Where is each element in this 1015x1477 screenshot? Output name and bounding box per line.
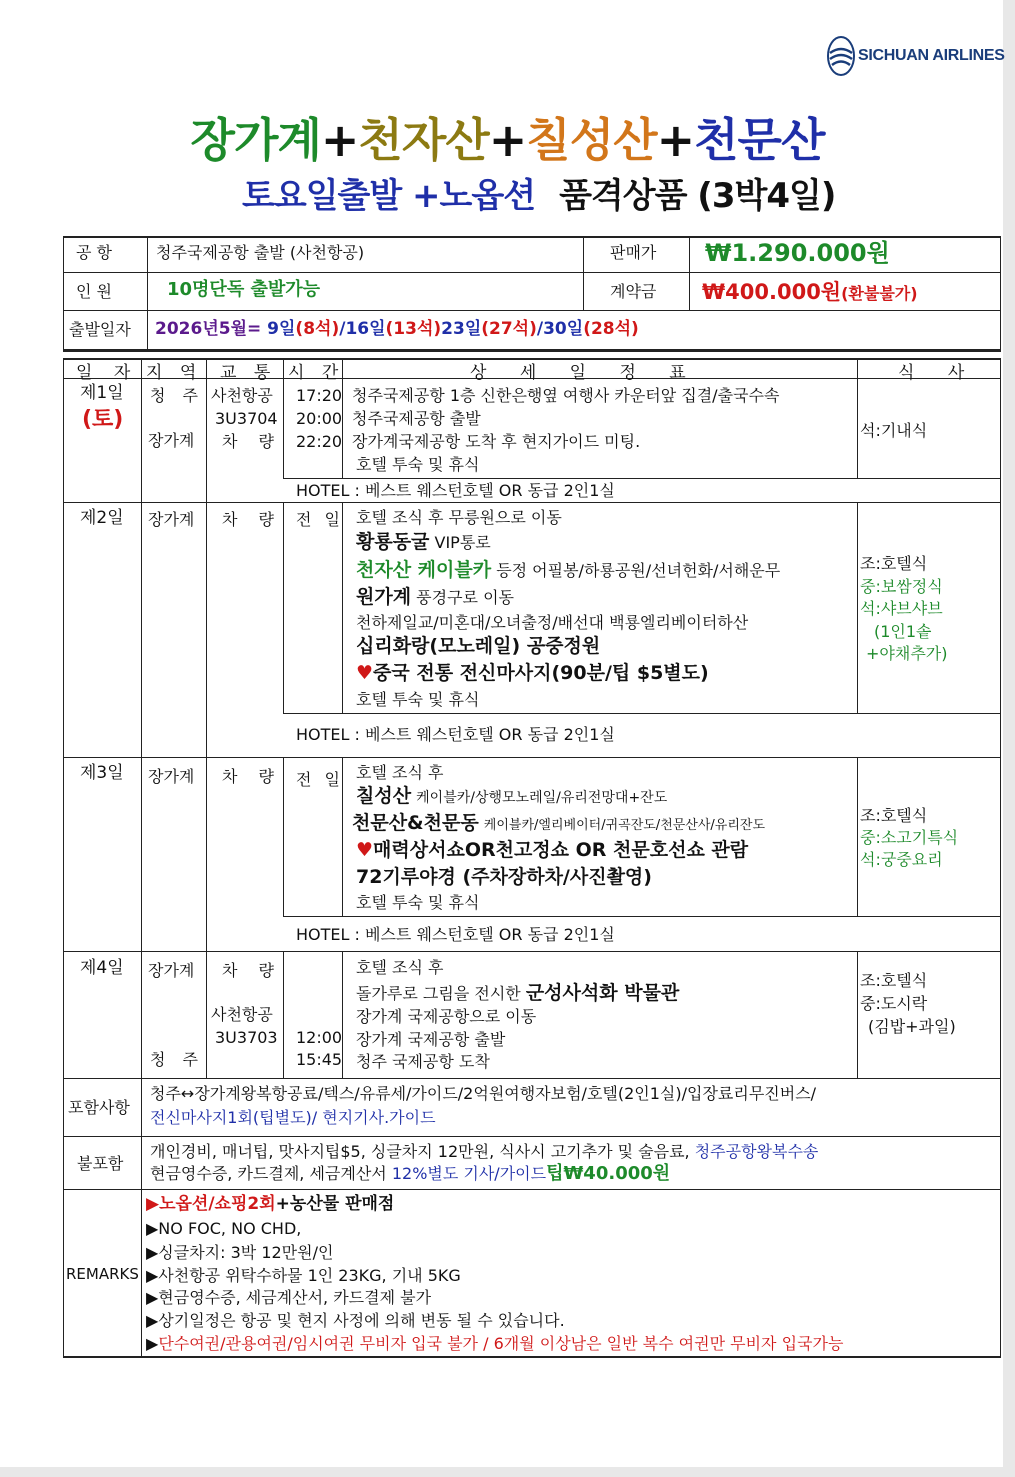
date-seats-1: (8석) <box>295 319 340 339</box>
day2-vip: VIP통로 <box>434 533 491 552</box>
date-year: 2026년5월= <box>155 319 262 339</box>
header-transport: 교 통 <box>220 363 277 383</box>
day1-transport-1: 사천항공 <box>211 386 273 405</box>
excluded-line-2 <box>150 1163 670 1185</box>
day4-schedule-5: 청주 국제공항 도착 <box>356 1052 490 1071</box>
day2-region: 장가계 <box>148 510 195 529</box>
day2-meal-5: +야채추가) <box>866 644 948 663</box>
day1-time-3: 22:20 <box>296 432 343 451</box>
day3-schedule-2 <box>356 785 667 809</box>
departure-dates <box>155 318 639 340</box>
info-row-line-2 <box>63 310 1001 311</box>
page-edge-right <box>1003 0 1015 1477</box>
header-day: 일 자 <box>76 363 139 383</box>
sub-title-departure: 토요일출발 +노옵션 <box>242 176 536 216</box>
info-col-line-1 <box>147 236 148 350</box>
day2-meal-1: 조:호텔식 <box>860 554 928 573</box>
day4-region-1: 장가계 <box>148 961 195 980</box>
day1-meal: 석:기내식 <box>860 421 928 440</box>
header-time: 시 간 <box>288 363 345 383</box>
col-line-transport-1 <box>283 358 284 478</box>
day1-transport-2: 3U3704 <box>215 409 278 428</box>
info-left-border <box>63 236 64 352</box>
excluded-items: 개인경비, 매너팁, 맛사지팁$5, 싱글차지 12만원, 식사시 고기추가 및 술음료, <box>150 1142 690 1161</box>
people-value: 10명단독 출발가능 <box>167 279 321 300</box>
title-plus-3: + <box>656 113 695 167</box>
col-line-day <box>141 358 142 1078</box>
remark-1 <box>146 1193 394 1215</box>
day2-hotel-top <box>283 713 1001 714</box>
col-line-transport-4 <box>283 952 284 1078</box>
page-edge-bottom <box>0 1467 1015 1477</box>
day4-meal-1: 조:호텔식 <box>860 971 928 990</box>
day1-region-2: 장가계 <box>148 431 195 450</box>
date-2: 16일 <box>345 319 386 339</box>
day3-qixing-detail: 케이블카/상행모노레일/유리전망대+잔도 <box>416 790 668 806</box>
title-plus-1: + <box>320 113 359 167</box>
header-meal: 식 사 <box>898 363 979 383</box>
remark-2: ▶NO FOC, NO CHD, <box>146 1219 302 1238</box>
remark-farm-shop: +농산물 판매점 <box>275 1194 395 1214</box>
day4-meal-2: 중:도시락 <box>860 994 928 1013</box>
day4-time-1: 12:00 <box>296 1028 343 1047</box>
excluded-tip: 팁₩40.000원 <box>546 1163 671 1184</box>
day2-time: 전 일 <box>296 510 344 529</box>
day3-schedule-1: 호텔 조식 후 <box>356 763 444 782</box>
bottom-right-border <box>1000 1078 1001 1358</box>
day2-yuanjiajie: 원가계 <box>356 586 412 608</box>
remarks-label: REMARKS <box>66 1265 139 1283</box>
day4-schedule-4: 장가계 국제공항 출발 <box>356 1030 506 1049</box>
title-part-4: 천문산 <box>694 113 825 167</box>
day3-schedule-6: 호텔 투숙 및 휴식 <box>356 893 480 912</box>
day1-time-2: 20:00 <box>296 409 343 428</box>
day2-meal-2: 중:보쌈정식 <box>860 577 943 596</box>
col-line-meal-3 <box>857 758 858 916</box>
bottom-col-line <box>141 1078 142 1358</box>
day1-time-1: 17:20 <box>296 386 343 405</box>
airport-value: 청주국제공항 출발 (사천항공) <box>156 243 365 262</box>
remark-7-bullet: ▶ <box>146 1334 159 1353</box>
day4-time-2: 15:45 <box>296 1050 343 1069</box>
day3-meal-1: 조:호텔식 <box>860 806 928 825</box>
day1-bottom <box>63 502 1001 503</box>
airline-logo <box>826 34 1005 78</box>
title-part-3: 칠성산 <box>526 113 657 167</box>
day2-hotel: HOTEL : 베스트 웨스턴호텔 OR 동급 2인1실 <box>296 725 615 744</box>
day1-weekday: (토) <box>82 407 124 432</box>
day4-transport-3: 3U3703 <box>215 1028 278 1047</box>
day2-transport: 차 량 <box>222 510 282 529</box>
day1-region-1: 청 주 <box>150 386 204 405</box>
day3-show: 매력상서쇼OR천고정쇼 OR 천문호선쇼 관람 <box>373 839 749 861</box>
day2-schedule-8: 호텔 투숙 및 휴식 <box>356 690 480 709</box>
price-value: ₩1.290.000원 <box>705 239 890 267</box>
day2-bottom <box>63 757 1001 758</box>
title-part-2: 천자산 <box>358 113 489 167</box>
remark-4: ▶사천항공 위탁수하물 1인 23KG, 기내 5KG <box>146 1266 461 1285</box>
deposit-value: ₩400.000원 <box>702 280 842 304</box>
day2-huanglong: 황룡동굴 <box>356 531 430 553</box>
day1-schedule-1: 청주국제공항 1층 신한은행옆 여행사 카운터앞 집결/출국수속 <box>352 386 780 405</box>
day4-transport-2: 사천항공 <box>211 1005 273 1024</box>
deposit-note: (환불불가) <box>841 284 918 303</box>
day2-schedule-2 <box>356 531 491 554</box>
remark-no-option: ▶노옵션/쇼핑2회 <box>146 1194 276 1214</box>
col-line-meal-1 <box>857 358 858 478</box>
header-region: 지 역 <box>146 363 203 383</box>
excluded-label: 불포함 <box>77 1154 124 1173</box>
col-line-transport-2 <box>283 503 284 713</box>
brand-name: SICHUAN AIRLINES <box>858 47 1005 64</box>
day2-schedule-1: 호텔 조식 후 무릉원으로 이동 <box>356 508 562 527</box>
col-line-meal-2 <box>857 503 858 713</box>
col-line-time-2 <box>342 503 343 713</box>
day4-schedule-3: 장가계 국제공항으로 이동 <box>356 1007 537 1026</box>
schedule-right-border <box>1000 358 1001 1078</box>
col-line-region <box>206 358 207 1078</box>
day2-meal-4: (1인1솥 <box>874 622 932 641</box>
remarks-bottom <box>63 1356 1001 1358</box>
day3-transport: 차 량 <box>222 767 282 786</box>
excluded-receipts: 현금영수증, 카드결제, 세금계산서 <box>150 1164 387 1183</box>
date-3: 23일 <box>441 319 482 339</box>
day4-schedule-2 <box>356 982 679 1005</box>
included-line-2: 전신마사지1회(팁별도)/ 현지기사.가이드 <box>150 1108 436 1127</box>
included-bottom <box>63 1136 1001 1137</box>
info-right-border <box>1000 236 1001 352</box>
remark-passport: 단수여권/관용여권/임시여권 무비자 입국 불가 / 6개월 이상남은 일반 복수 여권만 무비자 입국가능 <box>158 1334 844 1353</box>
day2-tianzi-detail: 등정 어필봉/하룡공원/선녀헌화/서해운무 <box>496 561 781 580</box>
day1-schedule-3: 장가계국제공항 도착 후 현지가이드 미팅. <box>352 432 641 451</box>
day3-hotel-top <box>283 916 1001 917</box>
included-line-1: 청주↔장가계왕복항공료/텍스/유류세/가이드/2억원여행자보험/호텔(2인1실)/입장료리무진버스/ <box>150 1084 817 1103</box>
day2-schedule-5: 천하제일교/미혼대/오녀출정/배선대 백룡엘리베이터하산 <box>356 613 749 632</box>
day2-schedule-6: 십리화랑(모노레일) 공중정원 <box>356 635 601 657</box>
day1-hotel: HOTEL : 베스트 웨스턴호텔 OR 동급 2인1실 <box>296 481 615 500</box>
day2-schedule-7 <box>356 662 709 684</box>
schedule-left-border <box>63 358 64 1078</box>
day4-transport-1: 차 량 <box>222 961 282 980</box>
day3-schedule-5: 72기루야경 (주차장하차/사진촬영) <box>356 866 652 888</box>
day3-region: 장가계 <box>148 767 195 786</box>
day4-label: 제4일 <box>80 958 124 978</box>
bottom-left-border <box>63 1078 64 1358</box>
day2-tianzi-cable: 천자산 케이블카 <box>356 559 492 581</box>
date-4: 30일 <box>543 319 584 339</box>
remark-5: ▶현금영수증, 세금계산서, 카드결제 불가 <box>146 1288 432 1307</box>
col-line-time-4 <box>342 952 343 1078</box>
remark-6: ▶상기일정은 항공 및 현지 사정에 의해 변동 될 수 있습니다. <box>146 1311 565 1330</box>
day3-qixing: 칠성산 <box>356 785 412 807</box>
date-seats-2: (13석) <box>385 319 442 339</box>
day4-schedule-1: 호텔 조식 후 <box>356 958 444 977</box>
day3-schedule-3 <box>352 812 765 837</box>
day1-transport-3: 차 량 <box>222 432 282 451</box>
day3-label: 제3일 <box>80 763 124 783</box>
excluded-bottom <box>63 1189 1001 1190</box>
day3-tianmen-detail: 케이블카/엘리베이터/귀곡잔도/천문산사/유리잔도 <box>483 818 766 833</box>
date-seats-4: (28석) <box>583 319 639 339</box>
day4-bottom <box>63 1078 1001 1079</box>
day1-schedule-2: 청주국제공항 출발 <box>352 409 481 428</box>
day2-massage: 중국 전통 전신마사지(90분/팁 $5별도) <box>373 662 709 684</box>
day3-meal-2: 중:소고기특식 <box>860 828 959 847</box>
date-1: 9일 <box>267 319 296 339</box>
main-title <box>0 104 1015 170</box>
heart-icon: ♥ <box>356 839 374 861</box>
day4-museum: 군성사석화 박물관 <box>525 982 680 1004</box>
day2-label: 제2일 <box>80 508 124 528</box>
excluded-line-1 <box>150 1141 818 1163</box>
date-sep-1: / <box>339 319 346 339</box>
heart-icon: ♥ <box>356 662 374 684</box>
day2-yuanjiajie-detail: 풍경구로 이동 <box>416 588 514 607</box>
excluded-airport-transfer: 청주공항왕복수송 <box>694 1142 819 1161</box>
price-label: 판매가 <box>610 243 657 262</box>
included-label: 포함사항 <box>68 1098 130 1117</box>
col-line-transport-3 <box>283 758 284 916</box>
date-seats-3: (27석) <box>481 319 537 339</box>
info-col-line-3 <box>689 236 690 310</box>
col-line-meal-4 <box>857 952 858 1078</box>
title-part-1: 장가계 <box>190 113 321 167</box>
day2-meal-3: 석:샤브샤브 <box>860 599 943 618</box>
date-sep-3: / <box>536 319 544 339</box>
info-col-line-2 <box>583 236 584 310</box>
title-plus-2: + <box>488 113 527 167</box>
sub-title <box>242 168 835 217</box>
day3-meal-3: 석:궁중요리 <box>860 850 943 869</box>
people-label: 인 원 <box>76 282 112 301</box>
deposit-label: 계약금 <box>610 282 657 301</box>
day3-time: 전 일 <box>296 770 344 789</box>
day3-tianmen: 천문산&천문동 <box>352 812 479 834</box>
day2-schedule-3 <box>356 559 780 582</box>
day1-label: 제1일 <box>80 383 124 403</box>
day1-hotel-top <box>283 478 1001 479</box>
header-schedule: 상 세 일 정 표 <box>470 363 700 383</box>
info-row-line-1 <box>63 272 1001 273</box>
day3-hotel: HOTEL : 베스트 웨스턴호텔 OR 동급 2인1실 <box>296 925 615 944</box>
day4-region-2: 청 주 <box>150 1050 204 1069</box>
day1-schedule-4: 호텔 투숙 및 휴식 <box>356 455 480 474</box>
sub-title-product: 품격상품 (3박4일) <box>559 176 836 216</box>
day3-bottom <box>63 951 1001 952</box>
day4-stone-painting-lead: 돌가루로 그림을 전시한 <box>356 984 521 1003</box>
info-bottom-border <box>63 349 1001 352</box>
day2-schedule-4 <box>356 586 514 609</box>
day3-schedule-4 <box>356 839 748 861</box>
date-label: 출발일자 <box>69 320 131 339</box>
excluded-vat: 12%별도 기사/가이드 <box>391 1164 547 1183</box>
day4-meal-3: (김밥+과일) <box>868 1017 956 1036</box>
remark-3: ▶싱글차지: 3박 12만원/인 <box>146 1243 334 1262</box>
sichuan-airlines-icon <box>826 35 856 77</box>
remark-7 <box>146 1333 843 1355</box>
airport-label: 공 항 <box>76 243 112 262</box>
deposit <box>702 277 918 309</box>
